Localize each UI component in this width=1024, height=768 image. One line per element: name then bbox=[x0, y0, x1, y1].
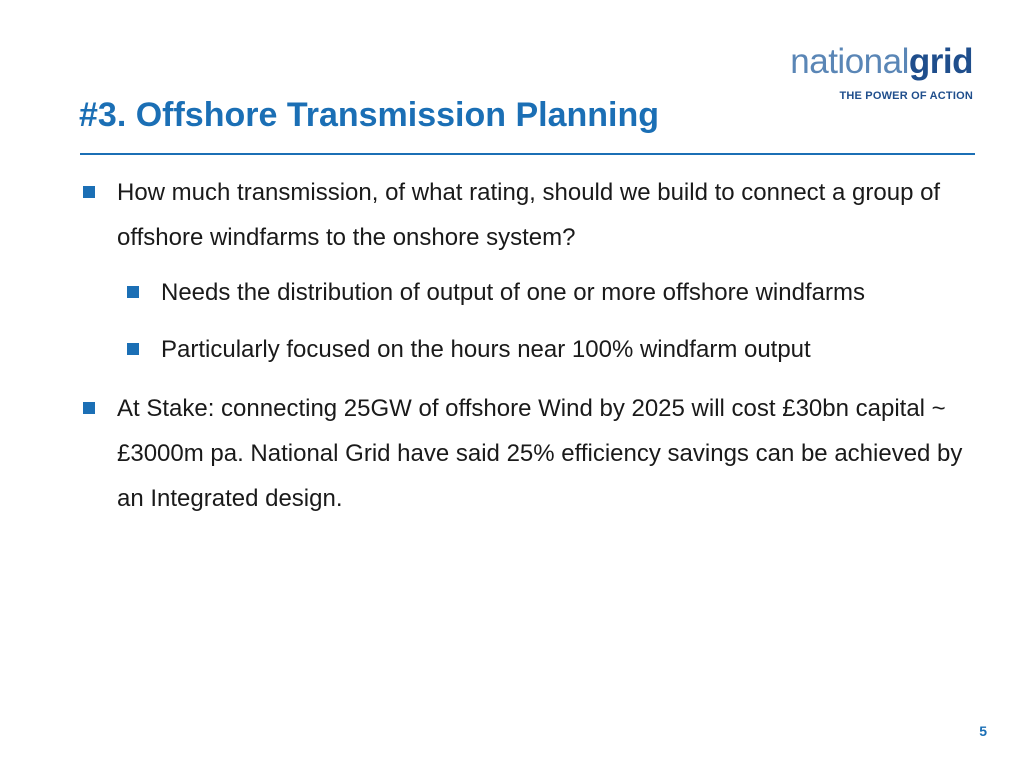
bullet-text: At Stake: connecting 25GW of offshore Wind by 2025 will cost £30bn capital ~ £3000m pa. National Grid have said 25% efficiency savings can be achieved by an Integrated design. bbox=[117, 395, 963, 512]
square-bullet-icon bbox=[127, 286, 139, 298]
national-grid-logo bbox=[790, 42, 973, 102]
sub-bullet-item bbox=[124, 329, 975, 371]
logo-wordmark bbox=[790, 42, 973, 82]
title-divider bbox=[80, 153, 975, 155]
square-bullet-icon bbox=[127, 343, 139, 355]
bullet-text: How much transmission, of what rating, should we build to connect a group of offshore windfarms to the onshore system? bbox=[117, 179, 941, 251]
sub-bullet-text: Particularly focused on the hours near 100% windfarm output bbox=[161, 336, 811, 363]
sub-bullet-text: Needs the distribution of output of one or more offshore windfarms bbox=[161, 279, 865, 306]
bullet-item bbox=[80, 386, 975, 521]
logo-word-grid: grid bbox=[908, 42, 973, 81]
sub-bullet-item bbox=[124, 272, 975, 314]
logo-tagline: THE POWER OF ACTION bbox=[839, 90, 973, 102]
logo-word-national: national bbox=[790, 42, 909, 81]
slide-title: #3. Offshore Transmission Planning bbox=[79, 96, 660, 134]
bullet-list bbox=[80, 170, 975, 533]
square-bullet-icon bbox=[83, 186, 95, 198]
bullet-item bbox=[80, 170, 975, 260]
page-number: 5 bbox=[979, 723, 987, 739]
square-bullet-icon bbox=[83, 402, 95, 414]
